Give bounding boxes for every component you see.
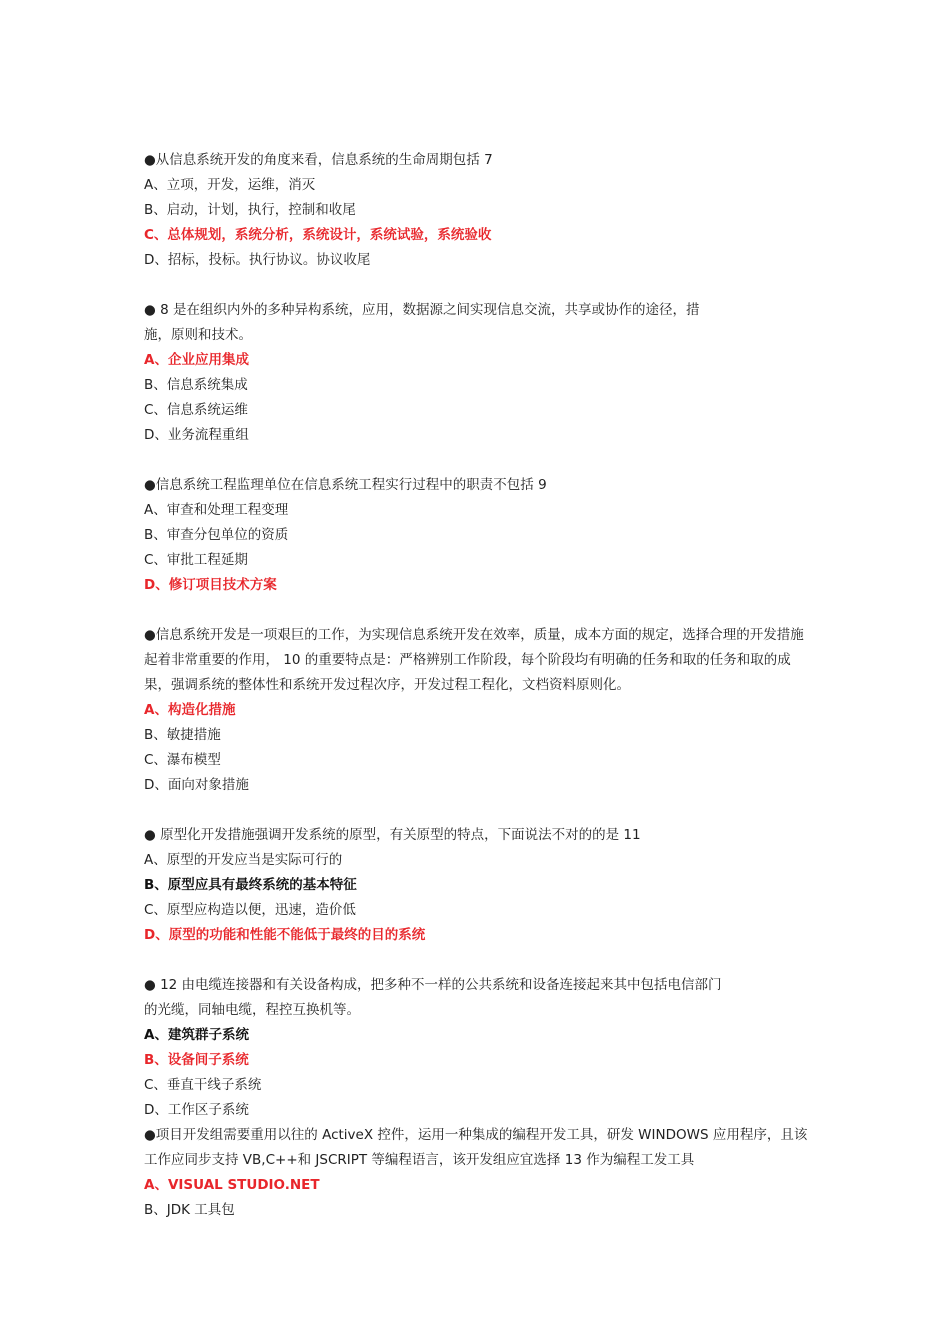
option-b: B、审查分包单位的资质	[144, 527, 289, 543]
option-d-answer: D、原型的功能和性能不能低于最终的目的系统	[144, 927, 426, 943]
question-document	[144, 148, 814, 1223]
option-a: A、审查和处理工程变理	[144, 502, 289, 518]
question-7	[144, 148, 814, 273]
option-a: A、立项，开发，运维，消灭	[144, 177, 316, 193]
question-stem: ●信息系统开发是一项艰巨的工作，为实现信息系统开发在效率，质量，成本方面的规定，选择合理的开发措施起着非常重要的作用， 10 的重要特点是：严格辨别工作阶段，每个阶段均有明确的任务和取的任务和取的成果，强调系统的整体性和系统开发过程次序，开发过程工程化，文档资料原则化。	[144, 627, 804, 693]
option-d: D、面向对象措施	[144, 777, 249, 793]
question-stem: ●项目开发组需要重用以往的 ActiveX 控件，运用一种集成的编程开发工具，研发 WINDOWS 应用程序，且该工作应同步支持 VB,C++和 JSCRIPT 等编程语言，该开发组应宜选择 13 作为编程工发工具	[144, 1127, 808, 1168]
option-c: C、垂直干线子系统	[144, 1077, 262, 1093]
option-d: D、招标，投标。执行协议。协议收尾	[144, 252, 371, 268]
option-a-answer: A、构造化措施	[144, 702, 236, 718]
question-stem: ● 原型化开发措施强调开发系统的原型，有关原型的特点，下面说法不对的的是 11	[144, 827, 641, 843]
option-a: A、建筑群子系统	[144, 1027, 249, 1043]
option-c: C、原型应构造以便，迅速，造价低	[144, 902, 356, 918]
question-13	[144, 1123, 814, 1223]
question-11	[144, 823, 814, 948]
question-stem: ● 12 由电缆连接器和有关设备构成，把多种不一样的公共系统和设备连接起来其中包括电信部门的光缆，同轴电缆，程控互换机等。	[144, 977, 722, 1018]
question-stem: ●信息系统工程监理单位在信息系统工程实行过程中的职责不包括 9	[144, 477, 547, 493]
question-stem: ●从信息系统开发的角度来看，信息系统的生命周期包括 7	[144, 152, 493, 168]
option-a-answer: A、VISUAL STUDIO.NET	[144, 1177, 320, 1193]
option-a-answer: A、企业应用集成	[144, 352, 249, 368]
question-8	[144, 298, 814, 448]
question-9	[144, 473, 814, 598]
option-a: A、原型的开发应当是实际可行的	[144, 852, 343, 868]
option-b-answer: B、设备间子系统	[144, 1052, 249, 1068]
option-b: B、信息系统集成	[144, 377, 248, 393]
option-b: B、JDK 工具包	[144, 1202, 235, 1218]
option-c-answer: C、总体规划，系统分析，系统设计，系统试验，系统验收	[144, 227, 492, 243]
option-b: B、原型应具有最终系统的基本特征	[144, 877, 357, 893]
question-10	[144, 623, 814, 798]
question-12	[144, 973, 814, 1123]
option-c: C、瀑布模型	[144, 752, 221, 768]
question-stem: ● 8 是在组织内外的多种异构系统，应用，数据源之间实现信息交流，共享或协作的途径，措施，原则和技术。	[144, 302, 700, 343]
option-c: C、信息系统运维	[144, 402, 248, 418]
option-d-answer: D、修订项目技术方案	[144, 577, 277, 593]
option-d: D、业务流程重组	[144, 427, 249, 443]
option-b: B、启动，计划，执行，控制和收尾	[144, 202, 356, 218]
option-d: D、工作区子系统	[144, 1102, 249, 1118]
option-b: B、敏捷措施	[144, 727, 221, 743]
option-c: C、审批工程延期	[144, 552, 248, 568]
